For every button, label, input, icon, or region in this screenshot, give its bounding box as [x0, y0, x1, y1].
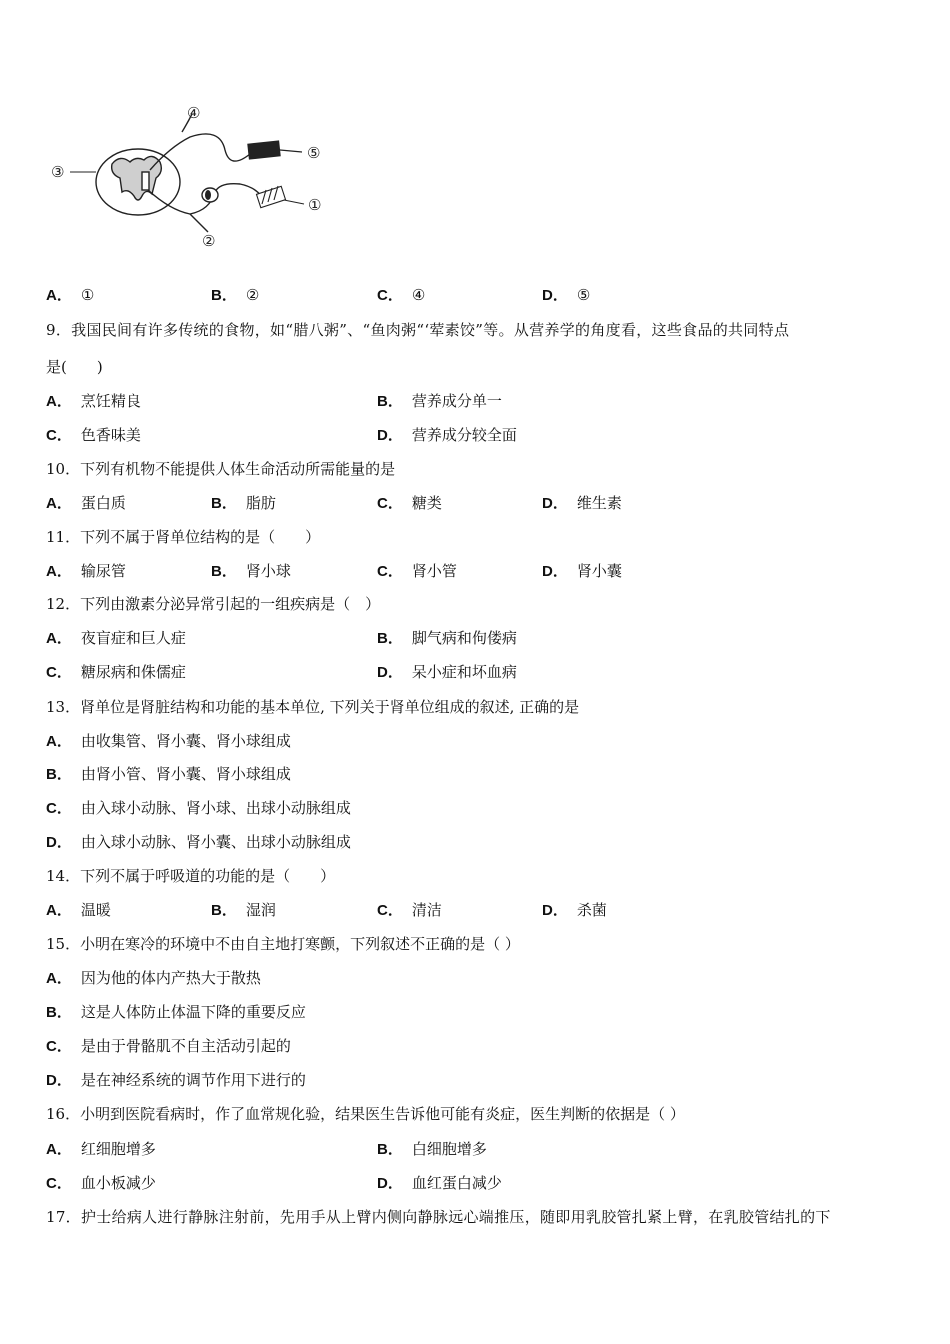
q9-stem-line2: 是( )	[46, 358, 103, 376]
q14-option-a[interactable]: A． 温暖	[46, 901, 111, 919]
q16-option-b[interactable]: B． 白细胞增多	[377, 1140, 487, 1158]
q12-option-c[interactable]: C． 糖尿病和侏儒症	[46, 663, 186, 681]
label-3: ③	[51, 163, 65, 181]
q8-option-a[interactable]: A． ①	[46, 286, 95, 304]
label-1: ①	[308, 196, 322, 214]
q15-option-a[interactable]: A． 因为他的体内产热大于散热	[46, 969, 261, 987]
q13-option-a[interactable]: A． 由收集管、肾小囊、肾小球组成	[46, 732, 291, 750]
q11-option-a[interactable]: A． 输尿管	[46, 562, 126, 580]
q15-option-c[interactable]: C． 是由于骨骼肌不自主活动引起的	[46, 1037, 291, 1055]
gray-matter	[112, 156, 162, 200]
q14-option-d[interactable]: D． 杀菌	[542, 901, 607, 919]
q17-stem-line1: 17．护士给病人进行静脉注射前，先用手从上臂内侧向静脉远心端推压，随即用乳胶管扎紧上臂，在乳胶管结扎的下	[46, 1208, 831, 1226]
q9-option-b[interactable]: B． 营养成分单一	[377, 392, 502, 410]
q14-stem: 14．下列不属于呼吸道的功能的是（ ）	[46, 867, 336, 885]
q15-option-d[interactable]: D． 是在神经系统的调节作用下进行的	[46, 1071, 306, 1089]
q10-option-a[interactable]: A． 蛋白质	[46, 494, 126, 512]
q11-stem: 11．下列不属于肾单位结构的是（ ）	[46, 528, 321, 546]
q13-option-d[interactable]: D． 由入球小动脉、肾小囊、出球小动脉组成	[46, 833, 351, 851]
q8-option-c[interactable]: C． ④	[377, 286, 426, 304]
q14-option-c[interactable]: C． 清洁	[377, 901, 442, 919]
q10-stem: 10．下列有机物不能提供人体生命活动所需能量的是	[46, 460, 396, 478]
effector	[247, 140, 302, 159]
q12-option-b[interactable]: B． 脚气病和佝偻病	[377, 629, 517, 647]
label-2: ②	[202, 232, 216, 250]
q12-option-d[interactable]: D． 呆小症和坏血病	[377, 663, 517, 681]
q16-stem: 16．小明到医院看病时，作了血常规化验，结果医生告诉他可能有炎症，医生判断的依据是（ ）	[46, 1105, 685, 1123]
q12-option-a[interactable]: A． 夜盲症和巨人症	[46, 629, 186, 647]
q13-option-b[interactable]: B． 由肾小管、肾小囊、肾小球组成	[46, 765, 291, 783]
q8-option-b[interactable]: B． ②	[211, 286, 260, 304]
q10-option-c[interactable]: C． 糖类	[377, 494, 442, 512]
q16-option-c[interactable]: C． 血小板减少	[46, 1174, 156, 1192]
label-4: ④	[187, 104, 201, 122]
reflex-arc-figure	[40, 92, 340, 257]
q11-option-b[interactable]: B． 肾小球	[211, 562, 291, 580]
q11-option-d[interactable]: D． 肾小囊	[542, 562, 622, 580]
q15-stem: 15．小明在寒冷的环境中不由自主地打寒颤，下列叙述不正确的是（ ）	[46, 935, 520, 953]
q13-stem: 13．肾单位是肾脏结构和功能的基本单位, 下列关于肾单位组成的叙述, 正确的是	[46, 698, 580, 716]
q9-option-a[interactable]: A． 烹饪精良	[46, 392, 141, 410]
q9-option-d[interactable]: D． 营养成分较全面	[377, 426, 517, 444]
q13-option-c[interactable]: C． 由入球小动脉、肾小球、出球小动脉组成	[46, 799, 351, 817]
label-5: ⑤	[307, 144, 321, 162]
q16-option-d[interactable]: D． 血红蛋白减少	[377, 1174, 502, 1192]
q15-option-b[interactable]: B． 这是人体防止体温下降的重要反应	[46, 1003, 306, 1021]
q16-option-a[interactable]: A． 红细胞增多	[46, 1140, 156, 1158]
q10-option-d[interactable]: D． 维生素	[542, 494, 622, 512]
q14-option-b[interactable]: B． 湿润	[211, 901, 276, 919]
q9-option-c[interactable]: C． 色香味美	[46, 426, 141, 444]
q11-option-c[interactable]: C． 肾小管	[377, 562, 457, 580]
q8-option-d[interactable]: D． ⑤	[542, 286, 591, 304]
receptor	[256, 186, 304, 208]
q9-stem-line1: 9．我国民间有许多传统的食物，如“腊八粥”、“鱼肉粥“‘荤素饺”等。从营养学的角度看，这些食品的共同特点	[46, 321, 790, 339]
q10-option-b[interactable]: B． 脂肪	[211, 494, 276, 512]
q12-stem: 12．下列由激素分泌异常引起的一组疾病是（ ）	[46, 595, 381, 613]
